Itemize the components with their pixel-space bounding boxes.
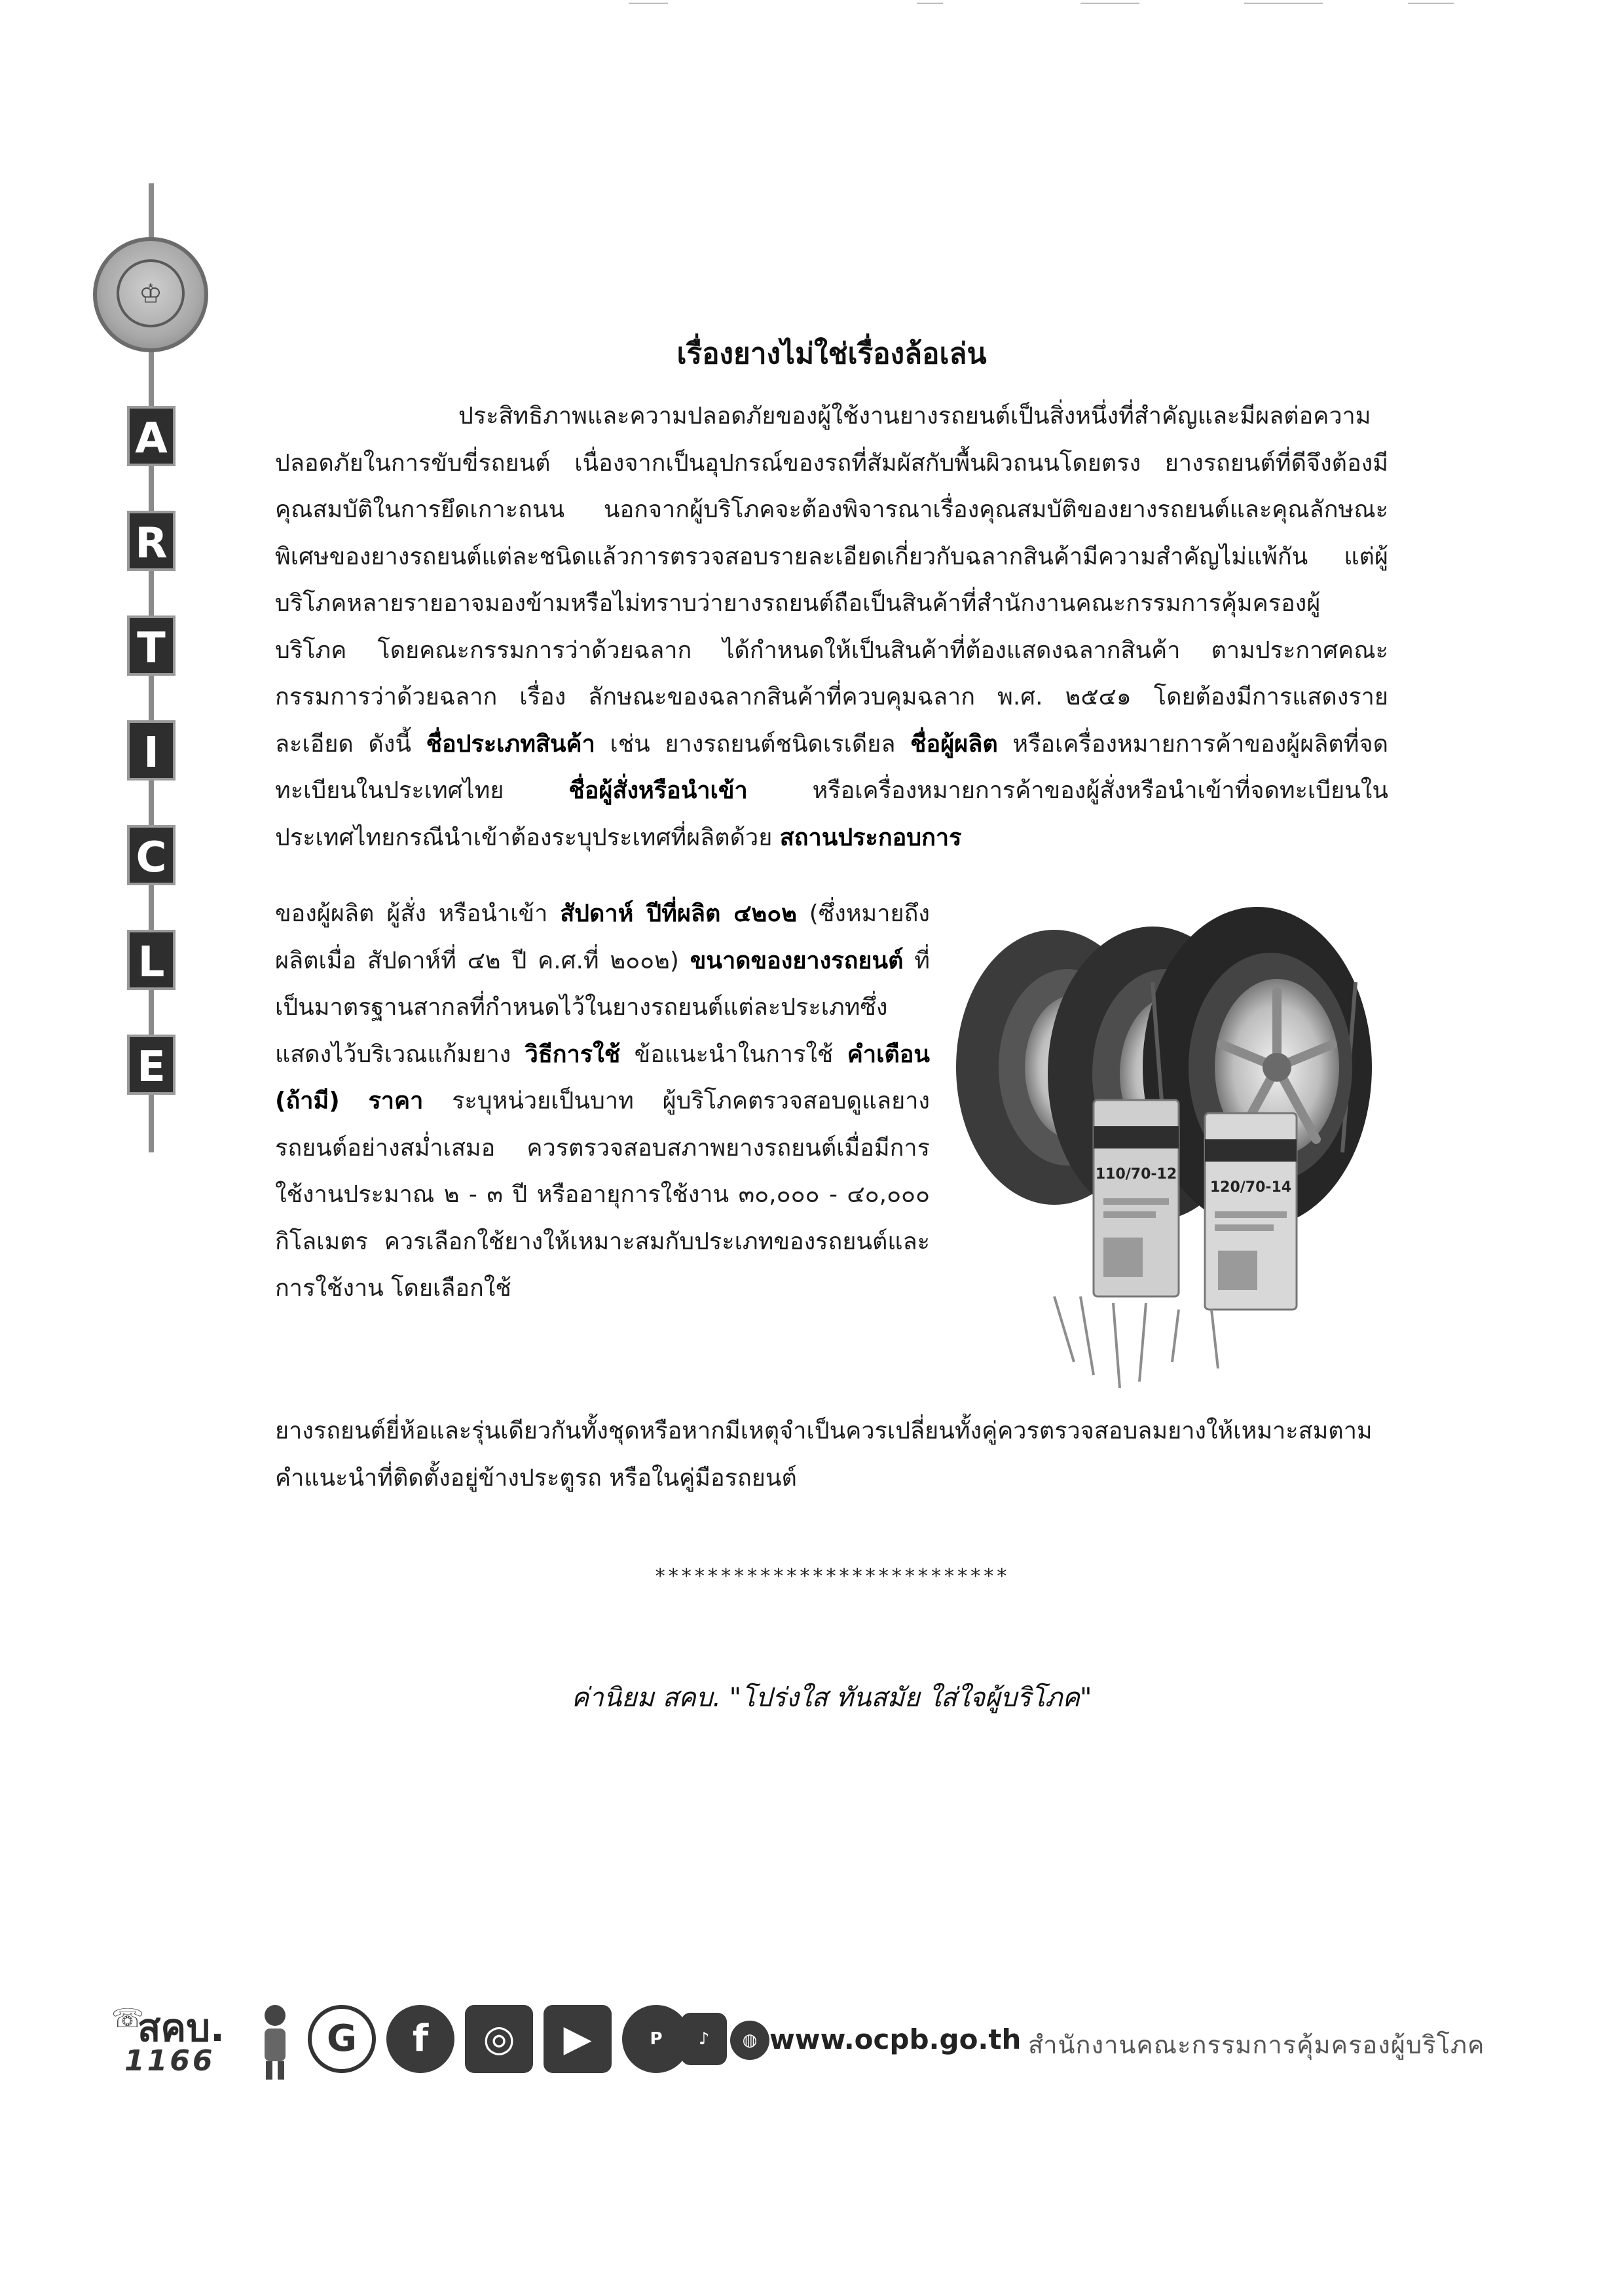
article-title: เรื่องยางไม่ใช่เรื่องล้อเล่น — [676, 337, 987, 371]
banner-letter: A — [127, 406, 175, 466]
body-text: ข้อแนะนำในการใช้ — [620, 1040, 847, 1068]
body-text: หรือเครื่องหมายการค้าของผู้สั่งหรือนำเข้าที่จดทะเบียนในประเทศไทยกรณีนำเข้าต้องระบุประเทศที่ผลิตด้วย — [275, 777, 1388, 851]
facebook-icon[interactable]: f — [386, 2005, 454, 2073]
instagram-icon[interactable]: ◎ — [465, 2005, 533, 2073]
phone-icon: ☏ — [111, 2004, 145, 2034]
scan-artifact — [0, 0, 1624, 13]
tire-tag-size-1: 110/70-12 — [1095, 1166, 1177, 1183]
hotline-badge — [111, 1997, 242, 2082]
section-divider: *************************** — [654, 1565, 1009, 1588]
globe-icon: ◍ — [730, 2021, 769, 2060]
tires-illustration — [930, 904, 1388, 1401]
keyword-place: สถานประกอบการ — [779, 824, 962, 851]
seal-emblem: ♔ — [139, 279, 162, 309]
keyword-tire-size: ขนาดของยางรถยนต์ — [690, 947, 904, 974]
tire-tag-size-2: 120/70-14 — [1209, 1179, 1292, 1196]
hotline-label: สคบ. — [138, 2006, 225, 2050]
body-text: ระบุหน่วยเป็นบาท ผู้บริโภคตรวจสอบดูแลยางรถยนต์อย่างสม่ำเสมอ ควรตรวจสอบสภาพยางรถยนต์เมื่อมีการใช้งานประมาณ ๒ - ๓ ปี หรืออายุการใช้งาน ๓๐,๐๐๐ - ๔๐,๐๐๐ กิโลเมตร ควรเลือกใช้ยางให้เหมาะสมกับประเภทของรถยนต์และการใช้งาน โดยเลือกใช้ — [275, 1088, 930, 1302]
agency-motto: ค่านิยม สคบ. "โปร่งใส ทันสมัย ใส่ใจผู้บริโภค" — [571, 1683, 1092, 1713]
banner-letter: I — [127, 720, 175, 780]
banner-letter: C — [127, 825, 175, 885]
keyword-product-type: ชื่อประเภทสินค้า — [426, 730, 595, 758]
body-text: เช่น ยางรถยนต์ชนิดเรเดียล — [595, 730, 911, 758]
tiktok-icon[interactable]: ♪ — [681, 2013, 727, 2065]
keyword-production-week: สัปดาห์ ปีที่ผลิต ๔๒๐๒ — [560, 900, 797, 927]
body-text: หรือเครื่องหมายการค้าของผู้ผลิตที่จดทะเบียนในประเทศไทย — [275, 730, 1388, 804]
mascot-icon — [255, 2002, 295, 2081]
government-seal-icon — [93, 237, 208, 352]
article-body-middle — [275, 890, 930, 1408]
keyword-manufacturer: ชื่อผู้ผลิต — [910, 730, 998, 758]
body-text: ของผู้ผลิต ผู้สั่ง หรือนำเข้า — [275, 900, 561, 927]
keyword-usage: วิธีการใช้ — [525, 1040, 621, 1068]
pantip-icon[interactable]: P — [622, 2005, 690, 2073]
banner-letter: R — [127, 511, 175, 571]
article-body-bottom: ยางรถยนต์ยี่ห้อและรุ่นเดียวกันทั้งชุดหรือหากมีเหตุจำเป็นควรเปลี่ยนทั้งคู่ควรตรวจสอบลมยางให้เหมาะสมตามคำแนะนำที่ติดตั้งอยู่ข้างประตูรถ หรือในคู่มือรถยนต์ — [275, 1418, 1373, 1492]
project-logo-icon[interactable]: G — [308, 2005, 376, 2073]
keyword-warning: คำเตือน (ถ้ามี) — [275, 1040, 930, 1114]
banner-letter: E — [127, 1035, 175, 1095]
body-text — [340, 1088, 369, 1114]
office-name: สำนักงานคณะกรรมการคุ้มครองผู้บริโภค — [1028, 2030, 1485, 2059]
keyword-importer: ชื่อผู้สั่งหรือนำเข้า — [568, 777, 748, 804]
seal-inner-ring — [117, 259, 185, 327]
youtube-icon[interactable]: ▶ — [544, 2005, 612, 2073]
hotline-number: 1166 — [124, 2044, 215, 2078]
website-link[interactable]: www.ocpb.go.th — [769, 2023, 1022, 2055]
banner-letter: L — [127, 930, 175, 990]
body-text: ประสิทธิภาพและความปลอดภัยของผู้ใช้งานยางรถยนต์เป็นสิ่งหนึ่งที่สำคัญและมีผลต่อความปลอดภัยในการขับขี่รถยนต์ เนื่องจากเป็นอุปกรณ์ของรถที่สัมผัสกับพื้นผิวถนนโดยตรง ยางรถยนต์ที่ดีจึงต้องมีคุณสมบัติในการยึดเกาะถนน นอกจากผู้บริโภคจะต้องพิจารณาเรื่องคุณสมบัติของยางรถยนต์และคุณลักษณะพิเศษของยางรถยนต์แต่ละชนิดแล้วการตรวจสอบรายละเอียดเกี่ยวกับฉลากสินค้ามีความสำคัญไม่แพ้กัน แต่ผู้บริโภคหลายรายอาจมองข้ามหรือไม่ทราบว่ายางรถยนต์ถือเป็นสินค้าที่สำนักงานคณะกรรมการคุ้มครองผู้บริโภค โดยคณะกรรมการว่าด้วยฉลาก ได้กำหนดให้เป็นสินค้าที่ต้องแสดงฉลากสินค้า ตามประกาศคณะกรรมการว่าด้วยฉลาก เรื่อง ลักษณะของฉลากสินค้าที่ควบคุมฉลาก พ.ศ. ๒๕๔๑ โดยต้องมีการแสดงรายละเอียด ดังนี้ — [275, 403, 1388, 758]
body-text: ที่เป็นมาตรฐานสากลที่กำหนดไว้ในยางรถยนต์แต่ละประเภทซึ่งแสดงไว้บริเวณแก้มยาง — [275, 947, 930, 1068]
article-banner — [85, 183, 168, 1152]
footer — [111, 1991, 1513, 2108]
banner-letter: T — [127, 615, 175, 676]
article-body-top — [275, 393, 1388, 890]
keyword-price: ราคา — [368, 1088, 424, 1114]
body-text: (ซึ่งหมายถึงผลิตเมื่อ สัปดาห์ที่ ๔๒ ปี ค.ศ.ที่ ๒๐๐๒) — [275, 900, 930, 974]
